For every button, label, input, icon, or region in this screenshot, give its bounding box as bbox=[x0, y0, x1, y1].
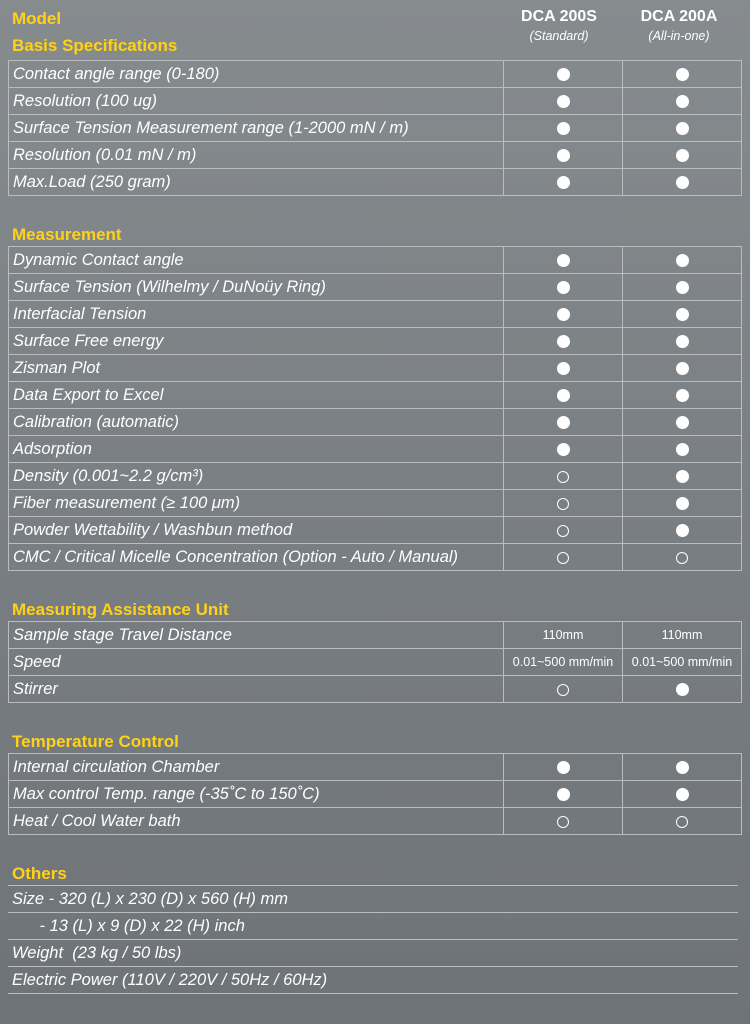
spec-label: Surface Free energy bbox=[9, 328, 504, 355]
table-row bbox=[9, 649, 742, 676]
dca200a-cell bbox=[623, 463, 742, 490]
dca200a-cell bbox=[623, 754, 742, 781]
table-row bbox=[9, 61, 742, 88]
filled-circle-icon bbox=[676, 95, 689, 108]
column-name: DCA 200A bbox=[640, 8, 718, 25]
measurement-table bbox=[8, 246, 742, 571]
basis-spec-table bbox=[8, 60, 742, 196]
spec-label: Stirrer bbox=[9, 676, 504, 703]
dca200s-cell bbox=[504, 328, 623, 355]
filled-circle-icon bbox=[676, 254, 689, 267]
assistance-table bbox=[8, 621, 742, 703]
open-circle-icon bbox=[676, 552, 688, 564]
spec-label: Electric Power (110V / 220V / 50Hz / 60Hz) bbox=[8, 967, 738, 994]
open-circle-icon bbox=[676, 816, 688, 828]
spec-label: Dynamic Contact angle bbox=[9, 247, 504, 274]
dca200a-cell bbox=[623, 517, 742, 544]
dca200s-cell bbox=[504, 808, 623, 835]
table-row bbox=[9, 382, 742, 409]
spec-label: Sample stage Travel Distance bbox=[9, 622, 504, 649]
table-row bbox=[9, 490, 742, 517]
table-row bbox=[8, 886, 738, 913]
spec-label: Calibration (automatic) bbox=[9, 409, 504, 436]
filled-circle-icon bbox=[676, 470, 689, 483]
filled-circle-icon bbox=[676, 683, 689, 696]
table-row bbox=[9, 676, 742, 703]
table-row bbox=[9, 169, 742, 196]
filled-circle-icon bbox=[676, 68, 689, 81]
dca200s-cell bbox=[504, 436, 623, 463]
dca200a-cell bbox=[623, 169, 742, 196]
dca200s-cell: 110mm bbox=[504, 622, 623, 649]
dca200s-cell bbox=[504, 355, 623, 382]
open-circle-icon bbox=[557, 471, 569, 483]
filled-circle-icon bbox=[557, 149, 570, 162]
table-row bbox=[9, 517, 742, 544]
spec-label: Data Export to Excel bbox=[9, 382, 504, 409]
spec-label: Contact angle range (0-180) bbox=[9, 61, 504, 88]
filled-circle-icon bbox=[676, 335, 689, 348]
filled-circle-icon bbox=[676, 389, 689, 402]
assistance-heading: Measuring Assistance Unit bbox=[12, 600, 229, 619]
filled-circle-icon bbox=[557, 335, 570, 348]
dca200s-cell bbox=[504, 754, 623, 781]
temperature-table bbox=[8, 753, 742, 835]
filled-circle-icon bbox=[676, 362, 689, 375]
table-row bbox=[9, 544, 742, 571]
column-name: DCA 200S bbox=[521, 8, 597, 25]
filled-circle-icon bbox=[676, 416, 689, 429]
column-header-dca200s bbox=[500, 8, 618, 43]
model-heading: Model bbox=[12, 9, 62, 28]
dca200s-cell bbox=[504, 301, 623, 328]
dca200s-cell bbox=[504, 169, 623, 196]
filled-circle-icon bbox=[557, 281, 570, 294]
dca200a-cell: 110mm bbox=[623, 622, 742, 649]
table-row bbox=[9, 88, 742, 115]
dca200s-cell bbox=[504, 88, 623, 115]
table-row bbox=[9, 409, 742, 436]
table-row bbox=[9, 328, 742, 355]
spec-label: Resolution (100 ug) bbox=[9, 88, 504, 115]
dca200a-cell bbox=[623, 88, 742, 115]
dca200a-cell bbox=[623, 61, 742, 88]
filled-circle-icon bbox=[557, 254, 570, 267]
filled-circle-icon bbox=[676, 308, 689, 321]
spec-label: - 13 (L) x 9 (D) x 22 (H) inch bbox=[8, 913, 738, 940]
filled-circle-icon bbox=[676, 443, 689, 456]
table-row bbox=[9, 808, 742, 835]
dca200a-cell bbox=[623, 142, 742, 169]
table-row bbox=[9, 355, 742, 382]
basis-specifications-heading: Basis Specifications bbox=[12, 36, 178, 55]
dca200a-cell bbox=[623, 676, 742, 703]
dca200a-cell: 0.01~500 mm/min bbox=[623, 649, 742, 676]
table-header bbox=[0, 0, 750, 60]
column-subtitle: (All-in-one) bbox=[648, 29, 710, 43]
table-row bbox=[9, 622, 742, 649]
spec-label: Max control Temp. range (-35˚C to 150˚C) bbox=[9, 781, 504, 808]
measurement-heading: Measurement bbox=[12, 225, 122, 244]
table-row bbox=[9, 463, 742, 490]
column-subtitle: (Standard) bbox=[529, 29, 589, 43]
dca200a-cell bbox=[623, 490, 742, 517]
filled-circle-icon bbox=[557, 416, 570, 429]
dca200a-cell bbox=[623, 274, 742, 301]
spec-label: Adsorption bbox=[9, 436, 504, 463]
filled-circle-icon bbox=[676, 497, 689, 510]
filled-circle-icon bbox=[676, 281, 689, 294]
filled-circle-icon bbox=[557, 68, 570, 81]
open-circle-icon bbox=[557, 525, 569, 537]
spec-label: Density (0.001~2.2 g/cm³) bbox=[9, 463, 504, 490]
table-row bbox=[9, 436, 742, 463]
temperature-heading: Temperature Control bbox=[12, 732, 179, 751]
filled-circle-icon bbox=[676, 524, 689, 537]
dca200a-cell bbox=[623, 115, 742, 142]
spec-label: Surface Tension Measurement range (1-2000 mN / m) bbox=[9, 115, 504, 142]
dca200a-cell bbox=[623, 544, 742, 571]
filled-circle-icon bbox=[557, 443, 570, 456]
open-circle-icon bbox=[557, 552, 569, 564]
spec-label: Size - 320 (L) x 230 (D) x 560 (H) mm bbox=[8, 886, 738, 913]
dca200a-cell bbox=[623, 328, 742, 355]
filled-circle-icon bbox=[557, 788, 570, 801]
spec-label: Speed bbox=[9, 649, 504, 676]
table-row bbox=[8, 967, 738, 994]
dca200s-cell bbox=[504, 115, 623, 142]
dca200s-cell bbox=[504, 676, 623, 703]
table-row bbox=[9, 274, 742, 301]
filled-circle-icon bbox=[557, 176, 570, 189]
dca200s-cell bbox=[504, 382, 623, 409]
filled-circle-icon bbox=[557, 389, 570, 402]
table-row bbox=[9, 247, 742, 274]
dca200a-cell bbox=[623, 436, 742, 463]
spec-label: Zisman Plot bbox=[9, 355, 504, 382]
dca200s-cell bbox=[504, 247, 623, 274]
filled-circle-icon bbox=[676, 122, 689, 135]
table-row bbox=[9, 754, 742, 781]
filled-circle-icon bbox=[557, 308, 570, 321]
filled-circle-icon bbox=[676, 761, 689, 774]
dca200s-cell bbox=[504, 274, 623, 301]
dca200s-cell bbox=[504, 142, 623, 169]
table-row bbox=[9, 115, 742, 142]
dca200s-cell bbox=[504, 544, 623, 571]
dca200s-cell bbox=[504, 781, 623, 808]
filled-circle-icon bbox=[676, 788, 689, 801]
dca200a-cell bbox=[623, 301, 742, 328]
spec-label: Max.Load (250 gram) bbox=[9, 169, 504, 196]
spec-label: Internal circulation Chamber bbox=[9, 754, 504, 781]
open-circle-icon bbox=[557, 684, 569, 696]
column-header-dca200a bbox=[620, 8, 738, 43]
spec-label: Interfacial Tension bbox=[9, 301, 504, 328]
table-row bbox=[9, 142, 742, 169]
dca200a-cell bbox=[623, 808, 742, 835]
spec-label: Heat / Cool Water bath bbox=[9, 808, 504, 835]
filled-circle-icon bbox=[557, 95, 570, 108]
dca200s-cell: 0.01~500 mm/min bbox=[504, 649, 623, 676]
filled-circle-icon bbox=[557, 122, 570, 135]
dca200s-cell bbox=[504, 517, 623, 544]
spec-label: CMC / Critical Micelle Concentration (Option - Auto / Manual) bbox=[9, 544, 504, 571]
dca200a-cell bbox=[623, 355, 742, 382]
dca200a-cell bbox=[623, 409, 742, 436]
dca200a-cell bbox=[623, 382, 742, 409]
dca200s-cell bbox=[504, 61, 623, 88]
others-heading: Others bbox=[12, 864, 67, 883]
open-circle-icon bbox=[557, 816, 569, 828]
spec-label: Weight (23 kg / 50 lbs) bbox=[8, 940, 738, 967]
filled-circle-icon bbox=[557, 362, 570, 375]
spec-label: Resolution (0.01 mN / m) bbox=[9, 142, 504, 169]
spec-label: Fiber measurement (≥ 100 μm) bbox=[9, 490, 504, 517]
table-row bbox=[9, 781, 742, 808]
dca200s-cell bbox=[504, 490, 623, 517]
filled-circle-icon bbox=[676, 149, 689, 162]
spec-label: Powder Wettability / Washbun method bbox=[9, 517, 504, 544]
open-circle-icon bbox=[557, 498, 569, 510]
table-row bbox=[8, 913, 738, 940]
dca200s-cell bbox=[504, 409, 623, 436]
dca200a-cell bbox=[623, 781, 742, 808]
table-row bbox=[8, 940, 738, 967]
filled-circle-icon bbox=[676, 176, 689, 189]
filled-circle-icon bbox=[557, 761, 570, 774]
table-row bbox=[9, 301, 742, 328]
others-table bbox=[8, 885, 738, 994]
dca200s-cell bbox=[504, 463, 623, 490]
dca200a-cell bbox=[623, 247, 742, 274]
spec-label: Surface Tension (Wilhelmy / DuNoüy Ring) bbox=[9, 274, 504, 301]
